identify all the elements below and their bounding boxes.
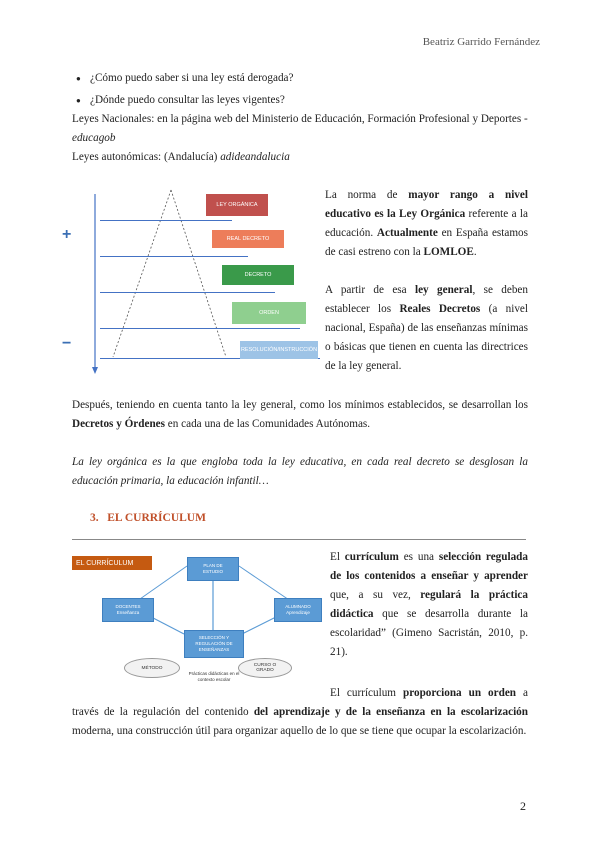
seleccion-box (184, 630, 244, 658)
box-line: Enseñanza (116, 610, 140, 615)
oval-line: CURSO O (253, 663, 277, 668)
text-span: (a nivel nacional, España) de las enseñanzas mínimas o básicas que tienen en cuenta las directrices de la ley general. (325, 303, 529, 372)
section-title: EL CURRÍCULUM (107, 512, 206, 524)
bold-span: Reales Decretos (399, 303, 481, 315)
docentes-box (102, 598, 154, 622)
text-span: Después, teniendo en cuenta tanto la ley general, como los mínimos establecidos, se desarrollan los (72, 399, 528, 411)
metodo-oval: MÉTODO (124, 658, 180, 678)
box-line: PLAN DE (203, 563, 223, 568)
box-line: Aprendizaje (286, 610, 310, 615)
practicas-caption (176, 671, 252, 683)
alumnado-box (274, 598, 322, 622)
bold-span: Decretos y Órdenes (72, 418, 165, 430)
page-number: 2 (520, 799, 526, 813)
bullet-item: ● ¿Cómo puedo saber si una ley está derogada? (90, 69, 293, 88)
para-proporciona (72, 684, 528, 741)
text-span: es una (398, 551, 439, 563)
box-line: ENSEÑANZAS (198, 647, 230, 652)
caption-line: contexto escolar (197, 677, 231, 682)
axis-arrow-head (92, 367, 98, 374)
text-span: El currículum (330, 687, 403, 699)
box-line: SELECCIÓN Y (198, 635, 230, 640)
bold-span: regulará la práctica didáctica (330, 589, 528, 620)
leyes-nacionales-text: Leyes Nacionales: en la página web del Ministerio de Educación, Formación Profesional y Deportes - (72, 113, 528, 125)
para-norma (325, 186, 528, 262)
bold-span: del aprendizaje y de la enseñanza en la escolarización (253, 706, 528, 718)
para-curriculum (330, 548, 528, 662)
box-line: DOCENTES (115, 604, 141, 609)
caption-line: Prácticas didácticas en el (188, 671, 240, 676)
bold-span: ley general (414, 284, 473, 296)
plus-sign: + (62, 226, 72, 243)
italic-paragraph: La ley orgánica es la que engloba toda la ley educativa, en cada real decreto se desglosan la educación primaria, la educación infantil… (72, 456, 528, 487)
leyes-autonomicas (72, 148, 290, 167)
text-span: en cada una de las Comunidades Autónomas. (165, 418, 371, 430)
text-span: que, a su vez, (330, 589, 421, 601)
text-span: moderna, una construcción útil para organizar aquello de lo que se tiene que ocupar la escolarización. (72, 725, 527, 737)
box-line: ALUMNADO (285, 604, 311, 609)
bar-resolucion: RESOLUCIÓN/INSTRUCCIÓN (240, 341, 318, 359)
leyes-nacionales (72, 110, 532, 148)
bold-span: LOMLOE (423, 246, 474, 258)
bar-real-decreto: REAL DECRETO (212, 230, 284, 248)
minus-sign: − (62, 335, 72, 352)
bold-span: mayor rango a nivel educativo es la Ley Orgánica (325, 189, 528, 220)
text-span: referente a la educación. (325, 208, 528, 239)
section-heading (90, 512, 206, 524)
box-line: ESTUDIO (202, 569, 223, 574)
text-span: El (330, 551, 345, 563)
text-span: . (473, 246, 477, 258)
text-span: a través de la regulación del contenido (72, 687, 528, 718)
section-number: 3. (90, 512, 99, 524)
curriculum-banner: EL CURRÍCULUM (72, 556, 152, 570)
text-span: La norma de (325, 189, 409, 201)
level-line (100, 220, 232, 221)
bold-span: selección regulada de los contenidos a enseñar y aprender (330, 551, 528, 582)
level-line (100, 256, 248, 257)
text-span: que se desarrolla durante la escolaridad” (Gimeno Sacristán, 2010, p. 21). (330, 608, 528, 658)
pyramid-diagram (58, 180, 320, 375)
bar-orden: ORDEN (232, 302, 306, 324)
oval-line: GRADO (256, 668, 274, 673)
para-despues (72, 396, 528, 434)
pyramid-left-edge (113, 190, 171, 357)
educagob-link[interactable]: educagob (72, 132, 116, 144)
curriculum-diagram (72, 556, 320, 692)
page-header-author: Beatriz Garrido Fernández (422, 36, 540, 48)
plan-estudio-box (187, 557, 239, 581)
bar-decreto: DECRETO (222, 265, 294, 285)
bullet-item: ● ¿Dónde puedo consultar las leyes vigentes? (90, 91, 285, 110)
leyes-autonomicas-text: Leyes autonómicas: (Andalucía) (72, 151, 218, 163)
bold-span: proporciona un orden (403, 687, 517, 699)
para-partir (325, 281, 528, 376)
text-span: A partir de esa (325, 284, 415, 296)
text-span: en España estamos de casi estreno con la (325, 227, 528, 258)
box-line: REGULACIÓN DE (195, 641, 233, 646)
level-line (100, 328, 300, 329)
text-span: , se deben establecer los (325, 284, 528, 315)
bold-span: currículum (344, 551, 399, 563)
adideandalucia-link[interactable]: adideandalucia (220, 151, 290, 163)
level-line (100, 292, 275, 293)
bold-span: Actualmente (376, 227, 438, 239)
section-rule (72, 539, 526, 540)
bar-ley-organica: LEY ORGÁNICA (206, 194, 268, 216)
